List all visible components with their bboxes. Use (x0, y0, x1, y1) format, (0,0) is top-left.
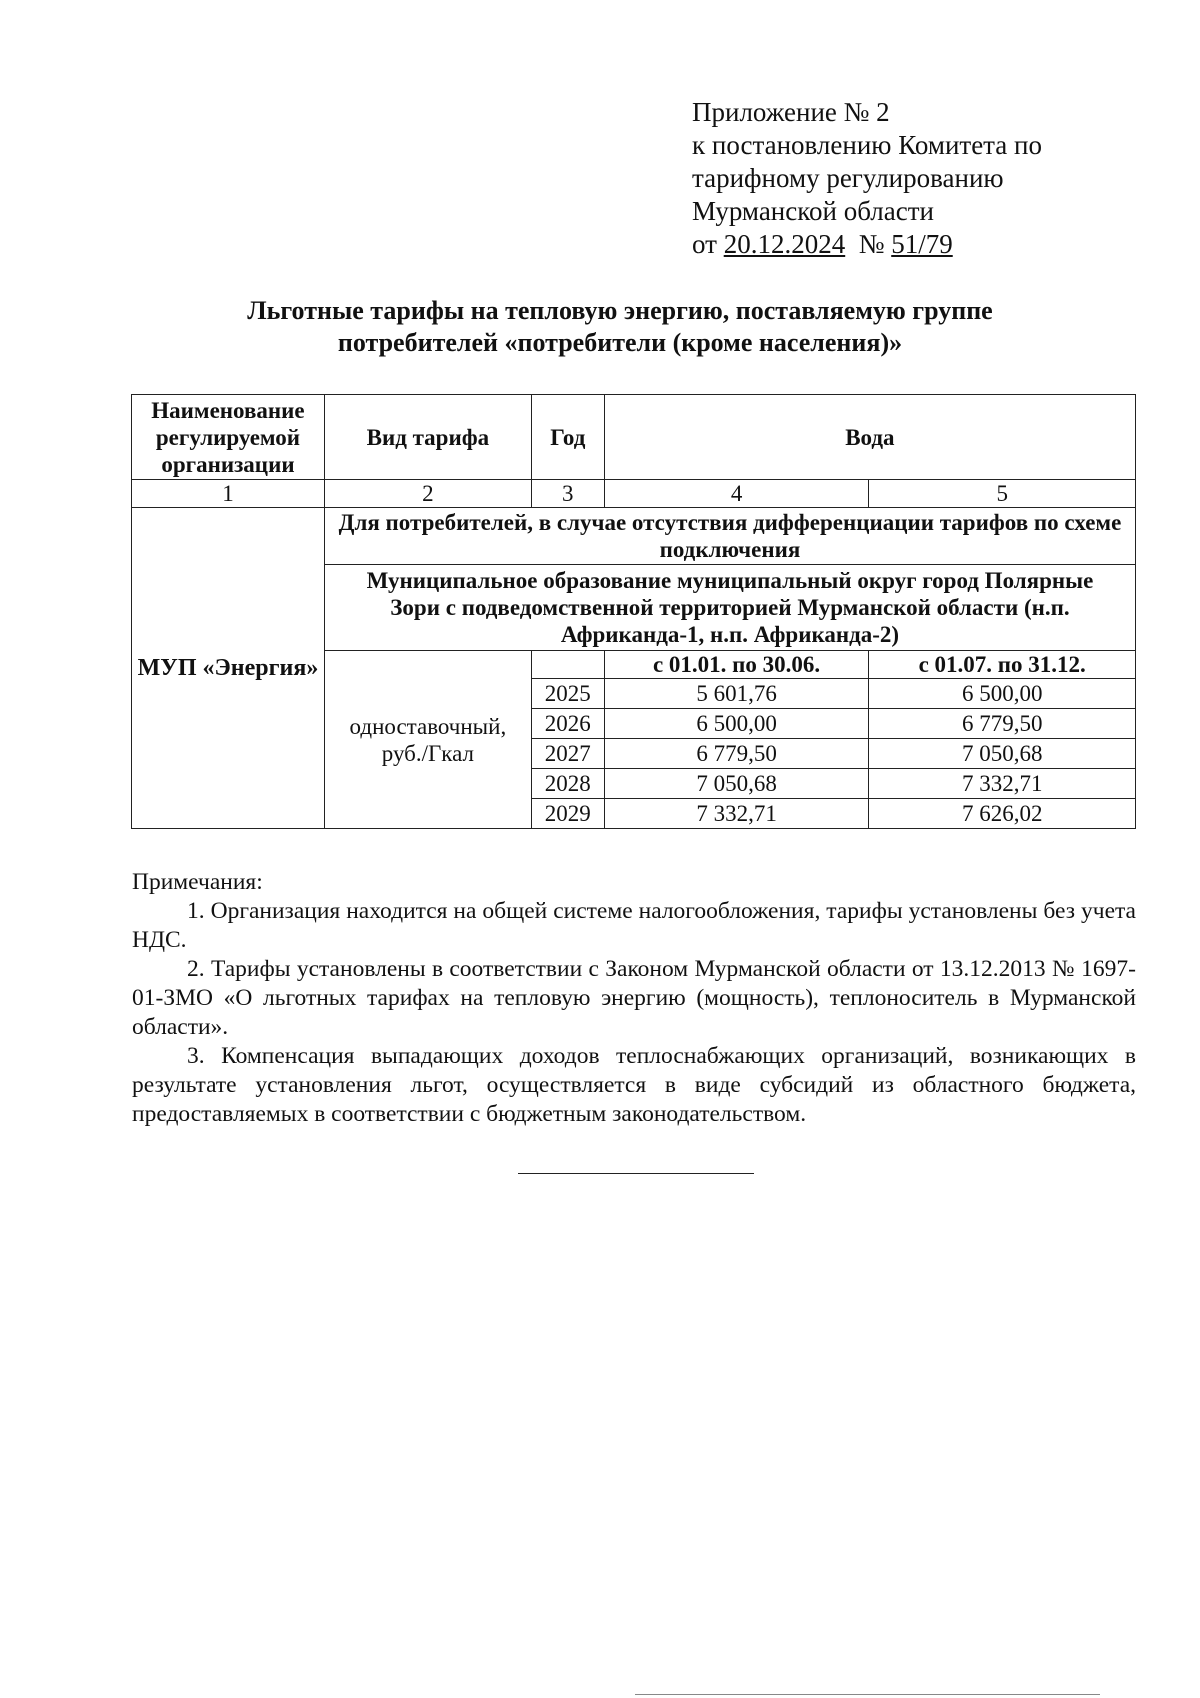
appendix-line: Мурманской области (692, 196, 934, 226)
header-year: Год (531, 395, 604, 480)
closing-rule (518, 1173, 754, 1174)
tariff-h2-cell: 6 779,50 (869, 709, 1136, 739)
tariff-h1-cell: 5 601,76 (604, 679, 869, 709)
document-date: 20.12.2024 (723, 229, 846, 259)
date-prefix: от (692, 229, 717, 259)
period-first-half: с 01.01. по 30.06. (604, 651, 869, 679)
document-number: 51/79 (891, 229, 953, 259)
org-name: МУП «Энергия» (132, 508, 325, 829)
title-line: потребителей «потребители (кроме населения)» (337, 328, 903, 357)
scan-edge-line (635, 1694, 1100, 1695)
col-number: 3 (531, 480, 604, 508)
tariff-h2-cell: 7 626,02 (869, 799, 1136, 829)
header-water: Вода (604, 395, 1135, 480)
appendix-line: к постановлению Комитета по (692, 130, 1042, 160)
empty-cell (531, 651, 604, 679)
note-item: 3. Компенсация выпадающих доходов теплоснабжающих организаций, возникающих в результате установления льгот, осуществляется в виде субсидий из областного бюджета, предоставляемых в соответствии с бюджетным законодательством. (132, 1043, 1136, 1127)
year-cell: 2027 (531, 739, 604, 769)
section-consumers: Для потребителей, в случае отсутствия дифференциации тарифов по схеме подключения (324, 508, 1135, 565)
section-municipality: Муниципальное образование муниципальный округ город Полярные Зори с подведомственной территорией Мурманской области (н.п. Африканда-1, н.п. Африканда-2) (324, 565, 1135, 651)
year-cell: 2026 (531, 709, 604, 739)
tariff-h1-cell: 7 332,71 (604, 799, 869, 829)
section-row (132, 508, 1136, 565)
appendix-line: тарифному регулированию (692, 163, 1004, 193)
tariff-h2-cell: 7 332,71 (869, 769, 1136, 799)
tariff-h2-cell: 6 500,00 (869, 679, 1136, 709)
header-tariff-type: Вид тарифа (324, 395, 531, 480)
notes-section (132, 868, 1136, 1129)
notes-heading: Примечания: (132, 869, 263, 895)
document-title (150, 295, 1090, 359)
title-line: Льготные тарифы на тепловую энергию, поставляемую группе (247, 296, 993, 325)
appendix-date-line (692, 228, 1042, 261)
tariff-h1-cell: 7 050,68 (604, 769, 869, 799)
tariff-kind: одноставочный, руб./Гкал (324, 651, 531, 829)
tariff-h1-cell: 6 779,50 (604, 739, 869, 769)
appendix-line: Приложение № 2 (692, 97, 890, 127)
note-item: 1. Организация находится на общей системе налогообложения, тарифы установлены без учета НДС. (132, 898, 1136, 953)
column-number-row (132, 480, 1136, 508)
number-sign: № (858, 229, 885, 259)
period-second-half: с 01.07. по 31.12. (869, 651, 1136, 679)
table-header-row (132, 395, 1136, 480)
header-org: Наименование регулируемой организации (132, 395, 325, 480)
tariff-h2-cell: 7 050,68 (869, 739, 1136, 769)
col-number: 4 (604, 480, 869, 508)
year-cell: 2029 (531, 799, 604, 829)
note-item: 2. Тарифы установлены в соответствии с Законом Мурманской области от 13.12.2013 № 1697-01-ЗМО «О льготных тарифах на тепловую энергию (мощность), теплоноситель в Мурманской области». (132, 956, 1136, 1040)
col-number: 2 (324, 480, 531, 508)
year-cell: 2028 (531, 769, 604, 799)
appendix-header (692, 96, 1042, 261)
year-cell: 2025 (531, 679, 604, 709)
col-number: 5 (869, 480, 1136, 508)
col-number: 1 (132, 480, 325, 508)
tariff-table (131, 394, 1136, 829)
tariff-h1-cell: 6 500,00 (604, 709, 869, 739)
